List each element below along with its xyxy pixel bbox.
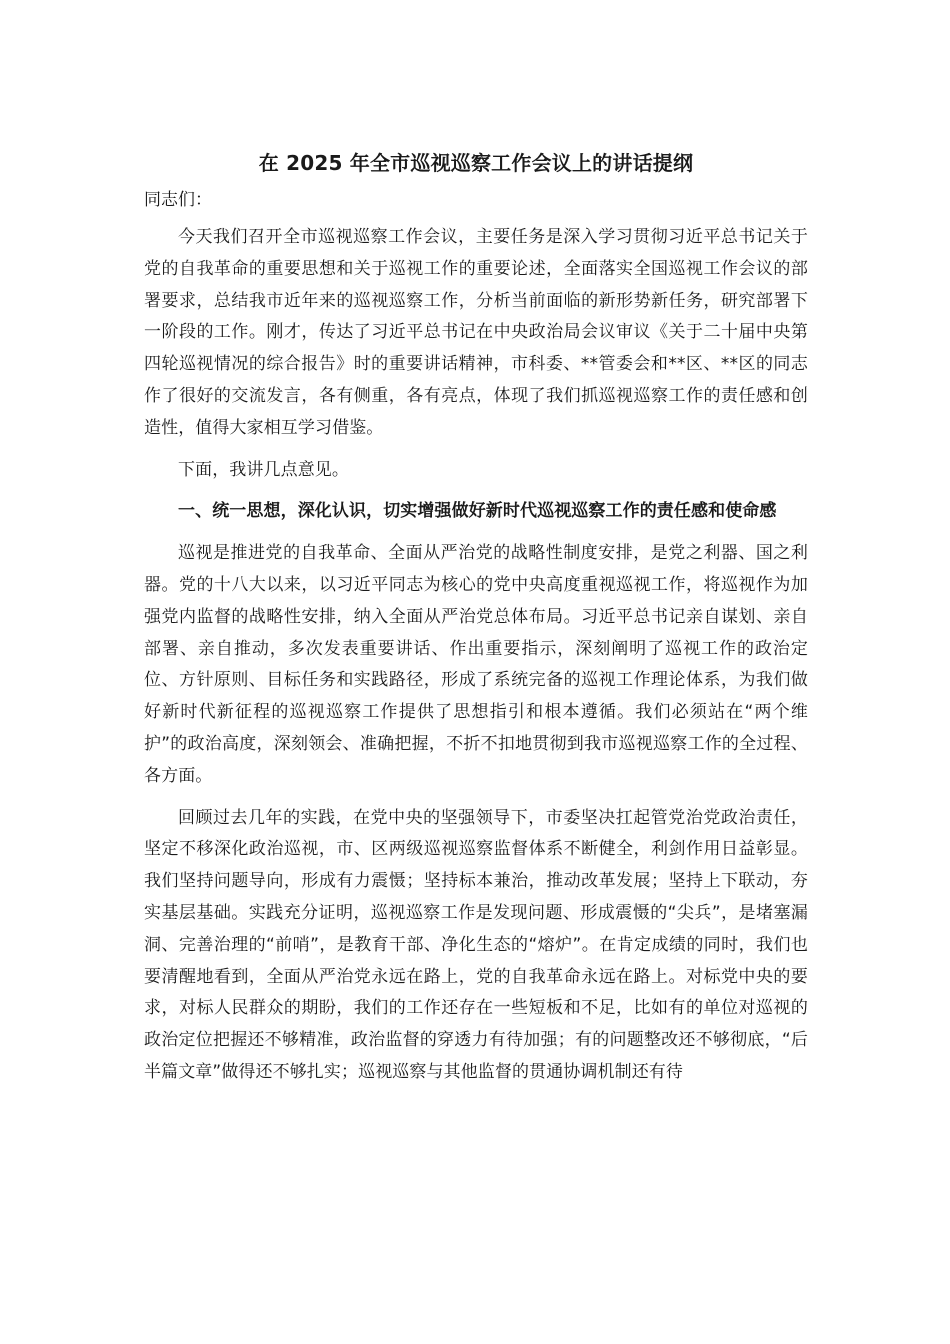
opening-paragraph: 今天我们召开全市巡视巡察工作会议，主要任务是深入学习贯彻习近平总书记关于党的自我革命的重要思想和关于巡视工作的重要论述，全面落实全国巡视工作会议的部署要求，总结我市近年来的巡视巡察工作，分析当前面临的新形势新任务，研究部署下一阶段的工作。刚才，传达了习近平总书记在中央政治局会议审议《关于二十届中央第四轮巡视情况的综合报告》时的重要讲话精神，市科委、**管委会和**区、**区的同志作了很好的交流发言，各有侧重，各有亮点，体现了我们抓巡视巡察工作的责任感和创造性，值得大家相互学习借鉴。 (144, 227, 808, 438)
section-paragraph-2: 回顾过去几年的实践，在党中央的坚强领导下，市委坚决扛起管党治党政治责任，坚定不移深化政治巡视，市、区两级巡视巡察监督体系不断健全，利剑作用日益彰显。我们坚持问题导向，形成有力震慑；坚持标本兼治，推动改革发展；坚持上下联动，夯实基层基础。实践充分证明，巡视巡察工作是发现问题、形成震慑的“尖兵”，是堵塞漏洞、完善治理的“前哨”，是教育干部、净化生态的“熔炉”。在肯定成绩的同时，我们也要清醒地看到，全面从严治党永远在路上，党的自我革命永远在路上。对标党中央的要求，对标人民群众的期盼，我们的工作还存在一些短板和不足，比如有的单位对巡视的政治定位把握还不够精准，政治监督的穿透力有待加强；有的问题整改还不够彻底，“后半篇文章”做得还不够扎实；巡视巡察与其他监督的贯通协调机制还有待 (144, 807, 808, 1082)
document-page (144, 144, 808, 1099)
document-title: 在 2025 年全市巡视巡察工作会议上的讲话提纲 (258, 151, 694, 175)
section-heading: 一、统一思想，深化认识，切实增强做好新时代巡视巡察工作的责任感和使命感 (178, 501, 777, 522)
transition-paragraph: 下面，我讲几点意见。 (178, 459, 349, 480)
section-paragraph-1: 巡视是推进党的自我革命、全面从严治党的战略性制度安排，是党之利器、国之利器。党的十八大以来，以习近平同志为核心的党中央高度重视巡视工作，将巡视作为加强党内监督的战略性安排，纳入全面从严治党总体布局。习近平总书记亲自谋划、亲自部署、亲自推动，多次发表重要讲话、作出重要指示，深刻阐明了巡视工作的政治定位、方针原则、目标任务和实践路径，形成了系统完备的巡视工作理论体系，为我们做好新时代新征程的巡视巡察工作提供了思想指引和根本遵循。我们必须站在“两个维护”的政治高度，深刻领会、准确把握，不折不扣地贯彻到我市巡视巡察工作的全过程、各方面。 (144, 543, 808, 786)
salutation: 同志们： (144, 190, 212, 210)
